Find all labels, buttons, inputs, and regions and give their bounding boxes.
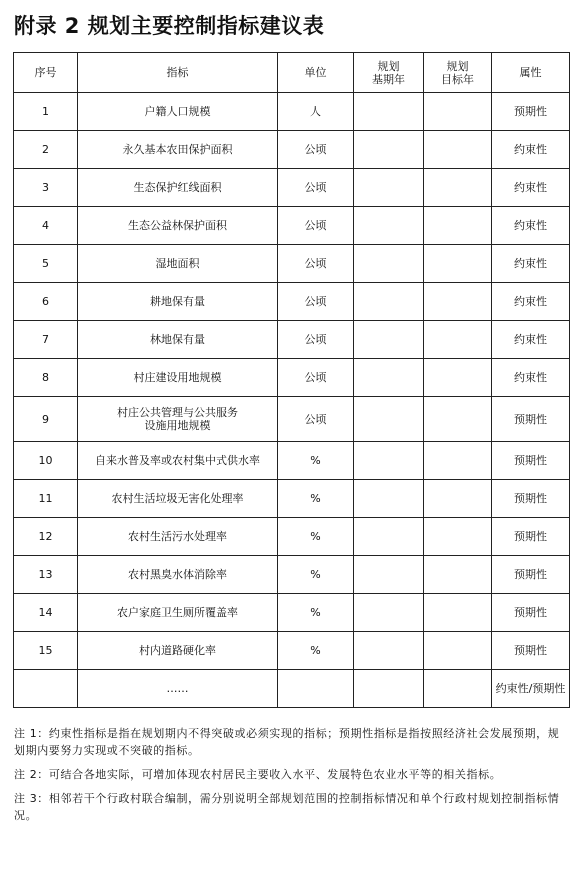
cell-attribute: 约束性/预期性 [492, 670, 570, 708]
cell-no: 11 [14, 480, 78, 518]
cell-unit: % [278, 632, 354, 670]
cell-unit: 公顷 [278, 321, 354, 359]
cell-attribute: 预期性 [492, 632, 570, 670]
cell-indicator: 耕地保有量 [78, 283, 278, 321]
table-row [14, 359, 570, 397]
indicator-table [13, 52, 570, 708]
cell-attribute: 约束性 [492, 131, 570, 169]
table-row [14, 207, 570, 245]
page-title: 附录 2 规划主要控制指标建议表 [14, 14, 325, 38]
note-2: 注 2：可结合各地实际，可增加体现农村居民主要收入水平、发展特色农业水平等的相关指标。 [14, 768, 502, 781]
cell-target-year [424, 207, 492, 245]
cell-indicator: 生态保护红线面积 [78, 169, 278, 207]
cell-target-year [424, 594, 492, 632]
cell-target-year [424, 442, 492, 480]
table-row [14, 556, 570, 594]
cell-base-year [354, 670, 424, 708]
cell-attribute: 约束性 [492, 207, 570, 245]
cell-target-year [424, 670, 492, 708]
cell-indicator: 林地保有量 [78, 321, 278, 359]
table-row [14, 283, 570, 321]
cell-no: 10 [14, 442, 78, 480]
cell-attribute: 预期性 [492, 93, 570, 131]
cell-unit: % [278, 594, 354, 632]
table-row [14, 397, 570, 442]
cell-base-year [354, 245, 424, 283]
cell-indicator: 自来水普及率或农村集中式供水率 [78, 442, 278, 480]
cell-attribute: 预期性 [492, 480, 570, 518]
cell-attribute: 约束性 [492, 283, 570, 321]
cell-no: 15 [14, 632, 78, 670]
cell-indicator: 户籍人口规模 [78, 93, 278, 131]
table-body [14, 93, 570, 708]
cell-unit: % [278, 442, 354, 480]
cell-base-year [354, 283, 424, 321]
cell-attribute: 约束性 [492, 321, 570, 359]
table-row [14, 670, 570, 708]
cell-no: 7 [14, 321, 78, 359]
cell-no [14, 670, 78, 708]
cell-no: 5 [14, 245, 78, 283]
cell-attribute: 预期性 [492, 442, 570, 480]
cell-target-year [424, 93, 492, 131]
table-header [14, 53, 570, 93]
cell-base-year [354, 93, 424, 131]
cell-base-year [354, 518, 424, 556]
cell-base-year [354, 442, 424, 480]
note-3: 注 3：相邻若干个行政村联合编制，需分别说明全部规划范围的控制指标情况和单个行政村规划控制指标情况。 [14, 792, 560, 822]
cell-target-year [424, 321, 492, 359]
header-unit: 单位 [278, 53, 354, 93]
cell-attribute: 约束性 [492, 169, 570, 207]
cell-indicator: 村内道路硬化率 [78, 632, 278, 670]
cell-unit: 公顷 [278, 397, 354, 442]
cell-unit: 人 [278, 93, 354, 131]
cell-unit: 公顷 [278, 245, 354, 283]
table-row [14, 632, 570, 670]
cell-unit: 公顷 [278, 359, 354, 397]
table-row [14, 442, 570, 480]
table-row [14, 321, 570, 359]
cell-unit: 公顷 [278, 131, 354, 169]
cell-attribute: 预期性 [492, 556, 570, 594]
cell-base-year [354, 321, 424, 359]
cell-no: 9 [14, 397, 78, 442]
cell-no: 2 [14, 131, 78, 169]
cell-target-year [424, 556, 492, 594]
cell-unit: 公顷 [278, 283, 354, 321]
table-row [14, 93, 570, 131]
cell-indicator: 农村生活垃圾无害化处理率 [78, 480, 278, 518]
cell-base-year [354, 397, 424, 442]
cell-target-year [424, 518, 492, 556]
cell-indicator: 永久基本农田保护面积 [78, 131, 278, 169]
cell-no: 6 [14, 283, 78, 321]
cell-indicator: 生态公益林保护面积 [78, 207, 278, 245]
cell-no: 8 [14, 359, 78, 397]
header-no: 序号 [14, 53, 78, 93]
cell-target-year [424, 359, 492, 397]
cell-unit: % [278, 518, 354, 556]
cell-indicator: 湿地面积 [78, 245, 278, 283]
cell-target-year [424, 397, 492, 442]
cell-unit: % [278, 556, 354, 594]
cell-base-year [354, 207, 424, 245]
cell-base-year [354, 632, 424, 670]
table-row [14, 169, 570, 207]
cell-no: 13 [14, 556, 78, 594]
header-base-year: 规划 基期年 [354, 53, 424, 93]
cell-unit [278, 670, 354, 708]
cell-target-year [424, 283, 492, 321]
header-row [14, 53, 570, 93]
cell-no: 3 [14, 169, 78, 207]
cell-indicator: …… [78, 670, 278, 708]
cell-no: 4 [14, 207, 78, 245]
header-target-year: 规划 目标年 [424, 53, 492, 93]
cell-target-year [424, 480, 492, 518]
cell-no: 12 [14, 518, 78, 556]
cell-target-year [424, 245, 492, 283]
table-row [14, 131, 570, 169]
cell-base-year [354, 556, 424, 594]
cell-indicator: 农村生活污水处理率 [78, 518, 278, 556]
cell-indicator: 农村黑臭水体消除率 [78, 556, 278, 594]
cell-indicator: 农户家庭卫生厕所覆盖率 [78, 594, 278, 632]
cell-indicator: 村庄公共管理与公共服务 设施用地规模 [78, 397, 278, 442]
header-indicator: 指标 [78, 53, 278, 93]
cell-base-year [354, 359, 424, 397]
cell-base-year [354, 480, 424, 518]
cell-indicator: 村庄建设用地规模 [78, 359, 278, 397]
note-1: 注 1：约束性指标是指在规划期内不得突破或必须实现的指标；预期性指标是指按照经济社会发展预期，规划期内要努力实现或不突破的指标。 [14, 727, 560, 757]
cell-no: 1 [14, 93, 78, 131]
cell-attribute: 预期性 [492, 397, 570, 442]
cell-no: 14 [14, 594, 78, 632]
cell-unit: 公顷 [278, 169, 354, 207]
cell-attribute: 预期性 [492, 518, 570, 556]
cell-target-year [424, 169, 492, 207]
notes-section [14, 725, 568, 831]
header-attribute: 属性 [492, 53, 570, 93]
table-row [14, 594, 570, 632]
cell-attribute: 预期性 [492, 594, 570, 632]
cell-base-year [354, 169, 424, 207]
cell-unit: % [278, 480, 354, 518]
table-row [14, 518, 570, 556]
cell-target-year [424, 131, 492, 169]
cell-base-year [354, 131, 424, 169]
table-row [14, 480, 570, 518]
cell-base-year [354, 594, 424, 632]
table-row [14, 245, 570, 283]
cell-attribute: 约束性 [492, 245, 570, 283]
cell-target-year [424, 632, 492, 670]
cell-attribute: 约束性 [492, 359, 570, 397]
cell-unit: 公顷 [278, 207, 354, 245]
